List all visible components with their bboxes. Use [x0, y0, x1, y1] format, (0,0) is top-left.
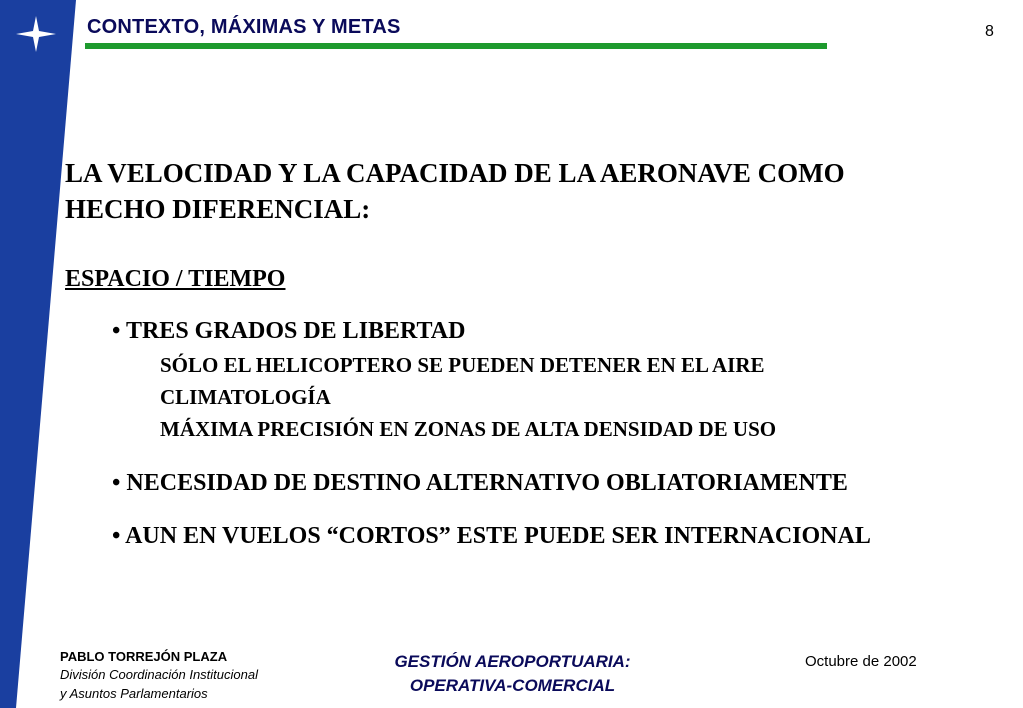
footer-course-title-line-2: OPERATIVA-COMERCIAL — [409, 676, 616, 695]
bullet-item-3: • AUN EN VUELOS “CORTOS” ESTE PUEDE SER INTERNACIONAL — [112, 523, 871, 549]
footer-division-line-1: División Coordinación Institucional — [60, 667, 258, 682]
sub-item-1: SÓLO EL HELICOPTERO SE PUEDEN DETENER EN EL AIRE — [160, 353, 765, 377]
bullet-item-1: • TRES GRADOS DE LIBERTAD — [112, 318, 466, 344]
main-heading-line-1: LA VELOCIDAD Y LA CAPACIDAD DE LA AERONAVE COMO — [65, 158, 845, 188]
main-heading — [65, 155, 995, 227]
sidebar-blue-band — [0, 0, 80, 708]
slide-title: CONTEXTO, MÁXIMAS Y METAS — [87, 16, 401, 38]
sub-item-2: CLIMATOLOGÍA — [160, 385, 331, 409]
main-heading-line-2: HECHO DIFERENCIAL: — [65, 194, 371, 224]
bullet-item-2: • NECESIDAD DE DESTINO ALTERNATIVO OBLIATORIAMENTE — [112, 470, 848, 496]
section-subheading: ESPACIO / TIEMPO — [65, 266, 286, 292]
page-number: 8 — [985, 23, 994, 40]
title-underline-rule — [85, 43, 827, 49]
sub-item-3: MÁXIMA PRECISIÓN EN ZONAS DE ALTA DENSIDAD DE USO — [160, 417, 777, 441]
footer-course-title-line-1: GESTIÓN AEROPORTUARIA: — [394, 652, 631, 671]
footer-division-line-2: y Asuntos Parlamentarios — [60, 686, 208, 701]
footer-date: Octubre de 2002 — [805, 653, 917, 670]
airplane-logo-icon — [14, 14, 58, 54]
footer-author: PABLO TORREJÓN PLAZA — [60, 649, 228, 664]
